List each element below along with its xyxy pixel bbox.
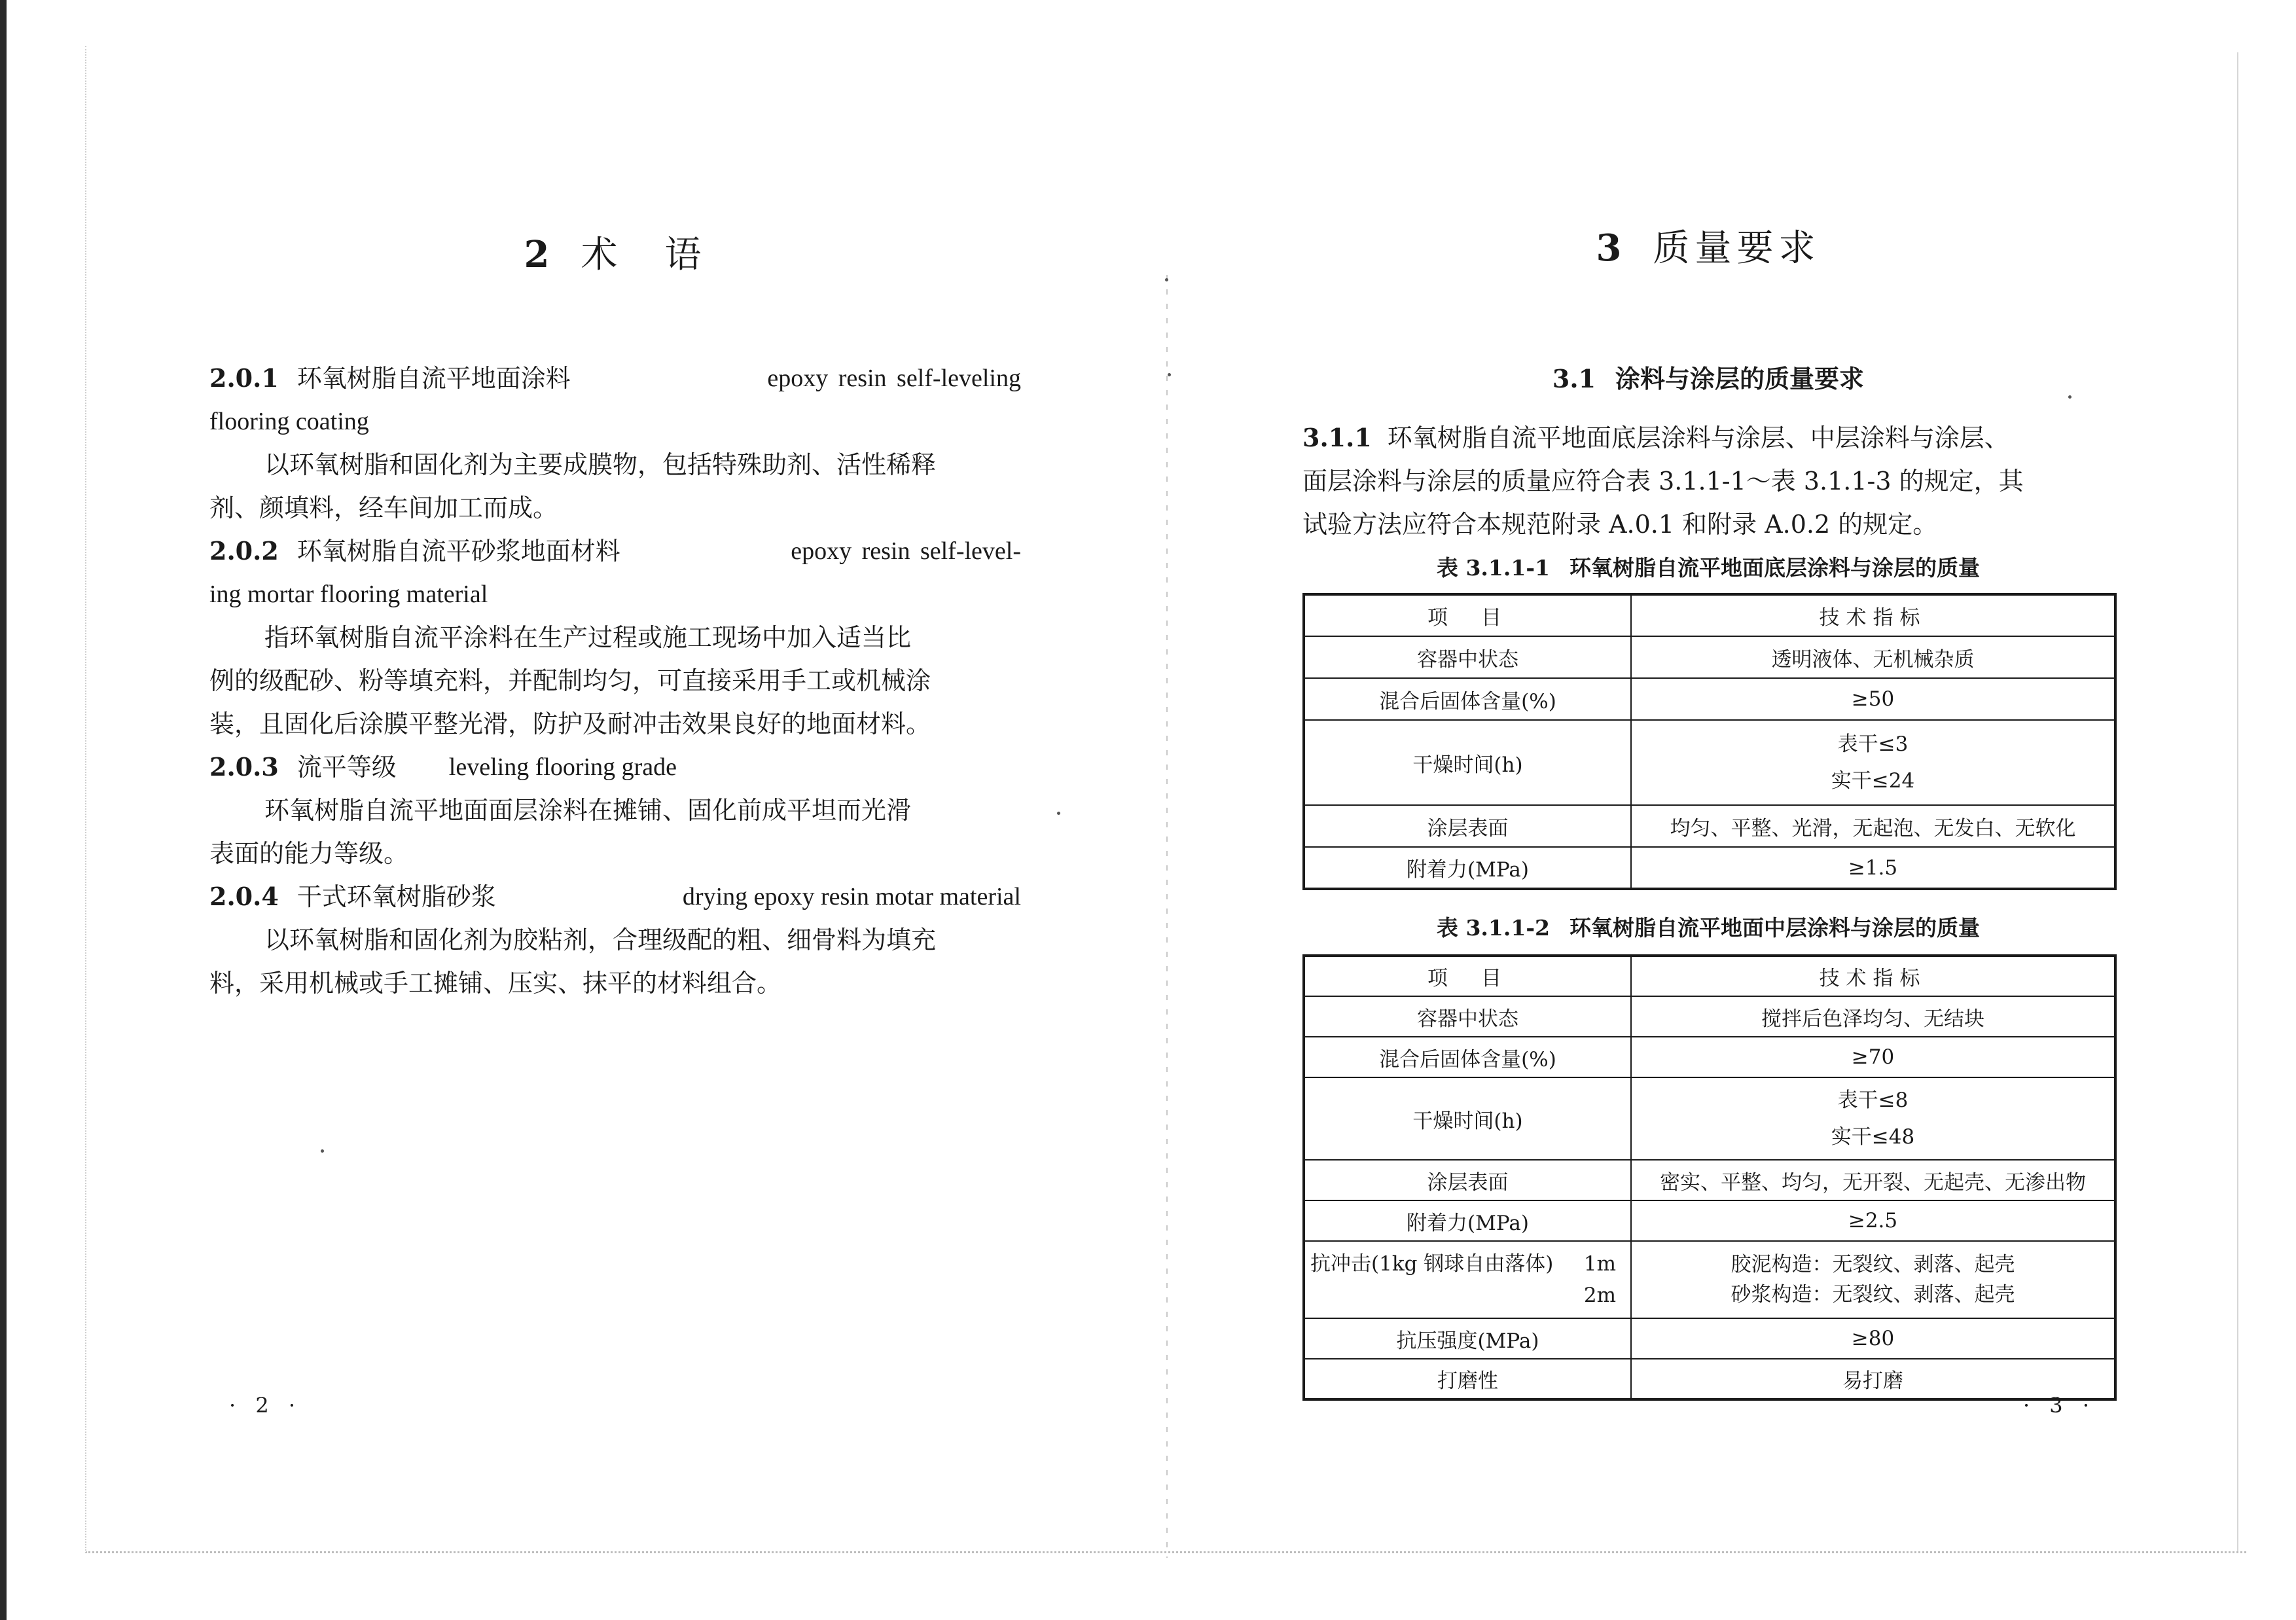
scan-speck (321, 1149, 324, 1153)
impact-height: 2m (1583, 1284, 1616, 1307)
term-en: epoxy resin self-level- (791, 537, 1021, 565)
term-definition-line: 表面的能力等级。 (209, 839, 409, 868)
table-row (1304, 847, 2115, 889)
chapter-heading: 质量要求 (1653, 227, 1821, 270)
term-heading (209, 875, 1021, 918)
table-cell-value: 均匀、平整、光滑，无起泡、无发白、无软化 (1631, 805, 2115, 847)
table-cell-value: 透明液体、无机械杂质 (1631, 636, 2115, 678)
term-definition-line: 以环氧树脂和固化剂为胶粘剂，合理级配的粗、细骨料为填充 (264, 926, 937, 954)
table-row (1304, 636, 2115, 678)
table-row (1304, 678, 2115, 720)
table-row (1304, 1160, 2115, 1200)
term-zh: 环氧树脂自流平地面涂料 (296, 364, 571, 393)
term-zh: 环氧树脂自流平砂浆地面材料 (296, 537, 620, 566)
term-definition-line: 环氧树脂自流平地面面层涂料在摊铺、固化前成平坦而光滑 (264, 796, 912, 825)
table-header-cell: 技术指标 (1631, 956, 2115, 996)
page-edge (2237, 52, 2238, 1551)
clause-line: 面层涂料与涂层的质量应符合表 3.1.1-1～表 3.1.1-3 的规定，其 (1302, 467, 2024, 495)
table-cell-item: 附着力(MPa) (1304, 1200, 1631, 1241)
table-row (1304, 1359, 2115, 1399)
term-number: 2.0.4 (209, 882, 279, 911)
table-cell-item: 附着力(MPa) (1304, 847, 1631, 889)
term-en-continued: flooring coating (209, 408, 369, 435)
term-definition-line: 以环氧树脂和固化剂为主要成膜物，包括特殊助剂、活性稀释 (264, 450, 937, 479)
table-number: 表 3.1.1-2 (1436, 915, 1550, 941)
term-definition-line: 装，且固化后涂膜平整光滑，防护及耐冲击效果良好的地面材料。 (209, 710, 931, 738)
table-row (1304, 1318, 2115, 1359)
table-row (1304, 720, 2115, 805)
term-heading (209, 357, 1021, 400)
scan-speck (1168, 373, 1171, 376)
table-cell-item: 干燥时间(h) (1304, 720, 1631, 805)
impact-height: 1m (1583, 1252, 1616, 1276)
table-row (1304, 1037, 2115, 1077)
table-header-cell: 项 目 (1304, 594, 1631, 636)
quality-table-middle-coat (1302, 954, 2117, 1401)
term-number: 2.0.3 (209, 752, 279, 782)
chapter-title (209, 226, 1021, 278)
page-number: · 3 · (2022, 1393, 2096, 1418)
term-number: 2.0.1 (209, 363, 279, 393)
scan-edge (0, 0, 7, 1620)
term-zh: 流平等级 (296, 753, 397, 782)
term-definition-line: 料，采用机械或手工摊铺、压实、抹平的材料组合。 (209, 969, 782, 998)
table-header-row (1304, 594, 2115, 636)
terms-list (209, 357, 1021, 1005)
table-cell-item: 涂层表面 (1304, 1160, 1631, 1200)
scan-speck (1057, 812, 1060, 815)
table-cell-item: 涂层表面 (1304, 805, 1631, 847)
chapter-number: 3 (1596, 226, 1627, 270)
table-cell-item: 抗压强度(MPa) (1304, 1318, 1631, 1359)
table-cell-item: 容器中状态 (1304, 996, 1631, 1037)
section-title (1302, 359, 2114, 395)
table-cell-value: ≥80 (1631, 1318, 2115, 1359)
table-cell-value-line: 表干≤3 (1837, 732, 1909, 756)
table-row (1304, 1077, 2115, 1160)
table-cell-value: 搅拌后色泽均匀、无结块 (1631, 996, 2115, 1037)
table-cell-value-line: 砂浆构造：无裂纹、剥落、起壳 (1731, 1283, 2015, 1306)
term-zh: 干式环氧树脂砂浆 (296, 882, 496, 911)
table-header-row (1304, 956, 2115, 996)
clause-line (1302, 416, 2114, 459)
quality-table-base-coat (1302, 593, 2117, 890)
left-page (209, 0, 1021, 1620)
table-cell-value: ≥1.5 (1631, 847, 2115, 889)
term-definition-line: 例的级配砂、粉等填充料，并配制均匀，可直接采用手工或机械涂 (209, 666, 931, 695)
table-cell-value (1631, 1241, 2115, 1318)
table-caption-text: 环氧树脂自流平地面中层涂料与涂层的质量 (1570, 915, 1980, 941)
term-en: epoxy resin self-leveling (767, 365, 1021, 392)
table-cell-item: 混合后固体含量(%) (1304, 678, 1631, 720)
term-heading (209, 746, 1021, 789)
table-cell-value (1631, 720, 2115, 805)
chapter-title (1302, 219, 2114, 272)
section-heading: 涂料与涂层的质量要求 (1615, 364, 1865, 393)
term-en-continued: ing mortar flooring material (209, 581, 488, 608)
table-cell-value-line: 实干≤24 (1831, 769, 1915, 793)
table-cell-value: 易打磨 (1631, 1359, 2115, 1399)
table-cell-value-line: 表干≤8 (1837, 1089, 1909, 1112)
term-definition-line: 指环氧树脂自流平涂料在生产过程或施工现场中加入适当比 (264, 623, 912, 652)
right-page (1302, 0, 2114, 1620)
table-number: 表 3.1.1-1 (1436, 555, 1550, 581)
page-number: · 2 · (229, 1393, 302, 1418)
table-cell-value: ≥70 (1631, 1037, 2115, 1077)
term-en: drying epoxy resin motar material (682, 883, 1021, 910)
table-cell-value (1631, 1077, 2115, 1160)
term-en: leveling flooring grade (448, 753, 677, 781)
clause-number: 3.1.1 (1302, 423, 1372, 452)
chapter-number: 2 (524, 233, 555, 276)
book-gutter (1166, 275, 1168, 1558)
term-definition-line: 剂、颜填料，经车间加工而成。 (209, 494, 558, 522)
clause-line: 试验方法应符合本规范附录 A.0.1 和附录 A.0.2 的规定。 (1302, 510, 1938, 539)
table-header-cell: 项 目 (1304, 956, 1631, 996)
table-caption (1302, 551, 2114, 582)
clause-text (1302, 416, 2114, 546)
table-caption-text: 环氧树脂自流平地面底层涂料与涂层的质量 (1570, 555, 1980, 581)
scan-speck (2068, 395, 2072, 399)
table-cell-value-line: 胶泥构造：无裂纹、剥落、起壳 (1731, 1253, 2015, 1276)
table-cell-item: 干燥时间(h) (1304, 1077, 1631, 1160)
table-row (1304, 996, 2115, 1037)
table-row (1304, 1241, 2115, 1318)
table-cell-value: 密实、平整、均匀，无开裂、无起壳、无渗出物 (1631, 1160, 2115, 1200)
table-caption (1302, 911, 2114, 942)
table-cell-value: ≥50 (1631, 678, 2115, 720)
clause-line-text: 环氧树脂自流平地面底层涂料与涂层、中层涂料与涂层、 (1387, 423, 2009, 452)
impact-test-label: 抗冲击(1kg 钢球自由落体) (1310, 1252, 1554, 1276)
section-number: 3.1 (1552, 364, 1596, 393)
table-row (1304, 805, 2115, 847)
scan-speck (1165, 278, 1168, 281)
term-heading (209, 530, 1021, 573)
table-cell-item: 打磨性 (1304, 1359, 1631, 1399)
table-cell-item: 混合后固体含量(%) (1304, 1037, 1631, 1077)
table-row (1304, 1200, 2115, 1241)
term-number: 2.0.2 (209, 536, 279, 566)
table-cell-value-line: 实干≤48 (1831, 1125, 1915, 1149)
table-header-cell: 技术指标 (1631, 594, 2115, 636)
table-cell-value: ≥2.5 (1631, 1200, 2115, 1241)
table-cell-item: 容器中状态 (1304, 636, 1631, 678)
table-cell-item (1304, 1241, 1631, 1318)
chapter-heading: 术 语 (581, 234, 707, 276)
